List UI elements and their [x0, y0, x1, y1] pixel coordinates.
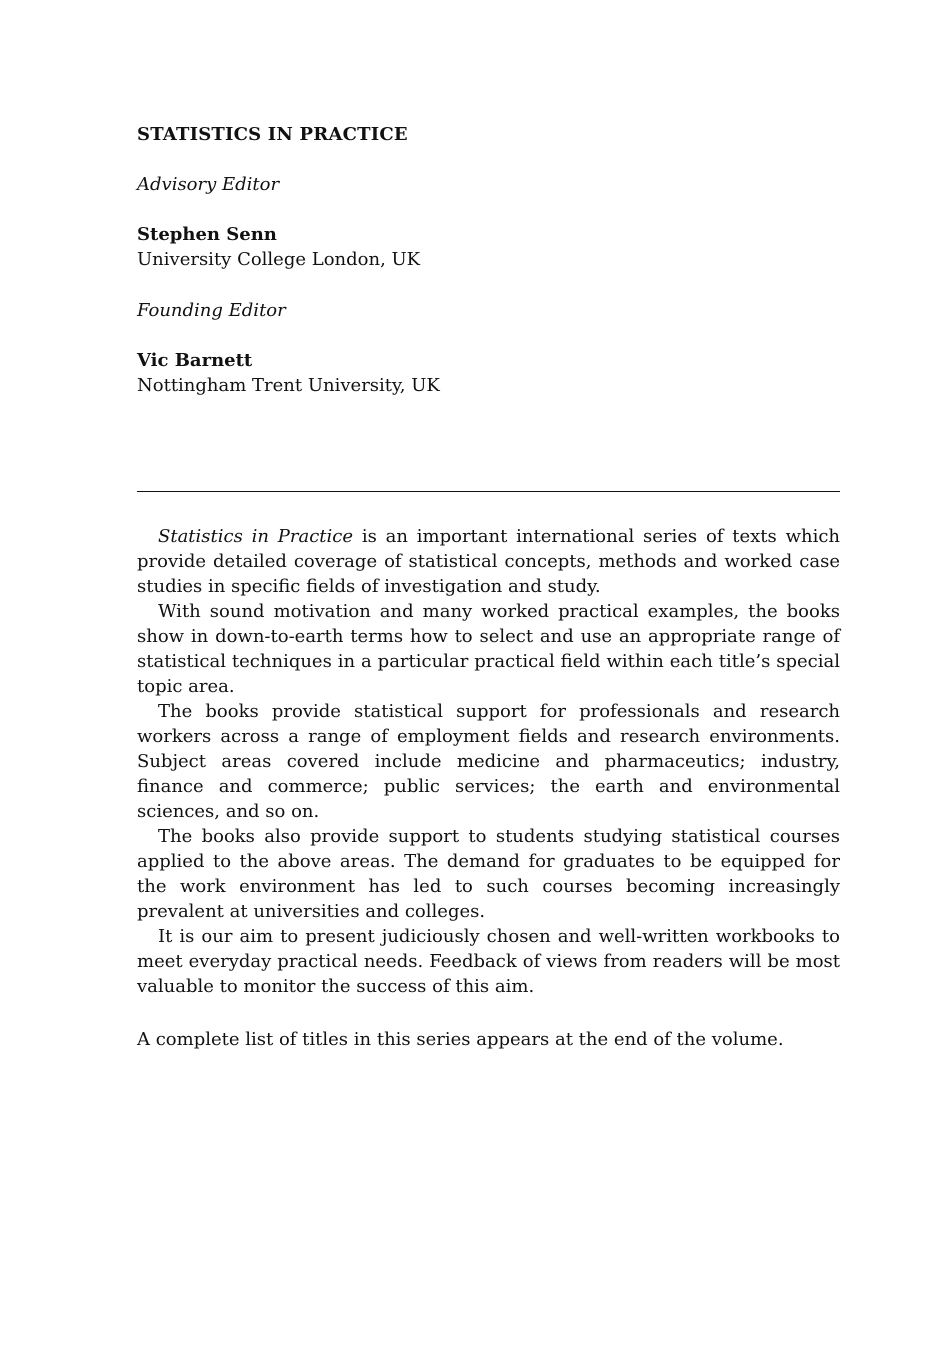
advisory-editor-affiliation: University College London, UK [137, 249, 421, 270]
description-paragraph-3: The books provide statistical support for professionals and research workers across a range of employment fields and research environments. Subject areas covered include medicine and pharmaceutics; industry, finance and commerce; public services; the earth and environmental sciences, and so on. [137, 701, 840, 822]
founding-editor-role: Founding Editor [137, 300, 286, 321]
advisory-editor-name: Stephen Senn [137, 224, 277, 245]
founding-editor-affiliation: Nottingham Trent University, UK [137, 375, 440, 396]
description-paragraph-1 [137, 524, 840, 599]
advisory-editor [137, 222, 840, 272]
description-paragraph-2: With sound motivation and many worked practical examples, the books show in down-to-earth terms how to select and use an appropriate range of statistical techniques in a particular practical field within each title’s special topic area. [137, 601, 840, 697]
description-paragraph-4: The books also provide support to students studying statistical courses applied to the above areas. The demand for graduates to be equipped for the work environment has led to such courses becoming increasingly prevalent at universities and colleges. [137, 826, 840, 922]
advisory-editor-role: Advisory Editor [137, 174, 280, 195]
horizontal-divider [137, 491, 840, 492]
series-description [137, 524, 840, 999]
founding-editor [137, 348, 840, 398]
founding-editor-name: Vic Barnett [137, 350, 253, 371]
series-title: STATISTICS IN PRACTICE [137, 124, 408, 145]
series-name-italic: Statistics in Practice [158, 526, 354, 547]
description-paragraph-1-text: is an important international series of texts which provide detailed coverage of statistical concepts, methods and worked case studies in specific fields of investigation and study. [137, 526, 840, 597]
titles-list-note: A complete list of titles in this series appears at the end of the volume. [137, 1029, 784, 1050]
description-paragraph-5: It is our aim to present judiciously chosen and well-written workbooks to meet everyday practical needs. Feedback of views from readers will be most valuable to monitor the success of this aim. [137, 926, 840, 997]
